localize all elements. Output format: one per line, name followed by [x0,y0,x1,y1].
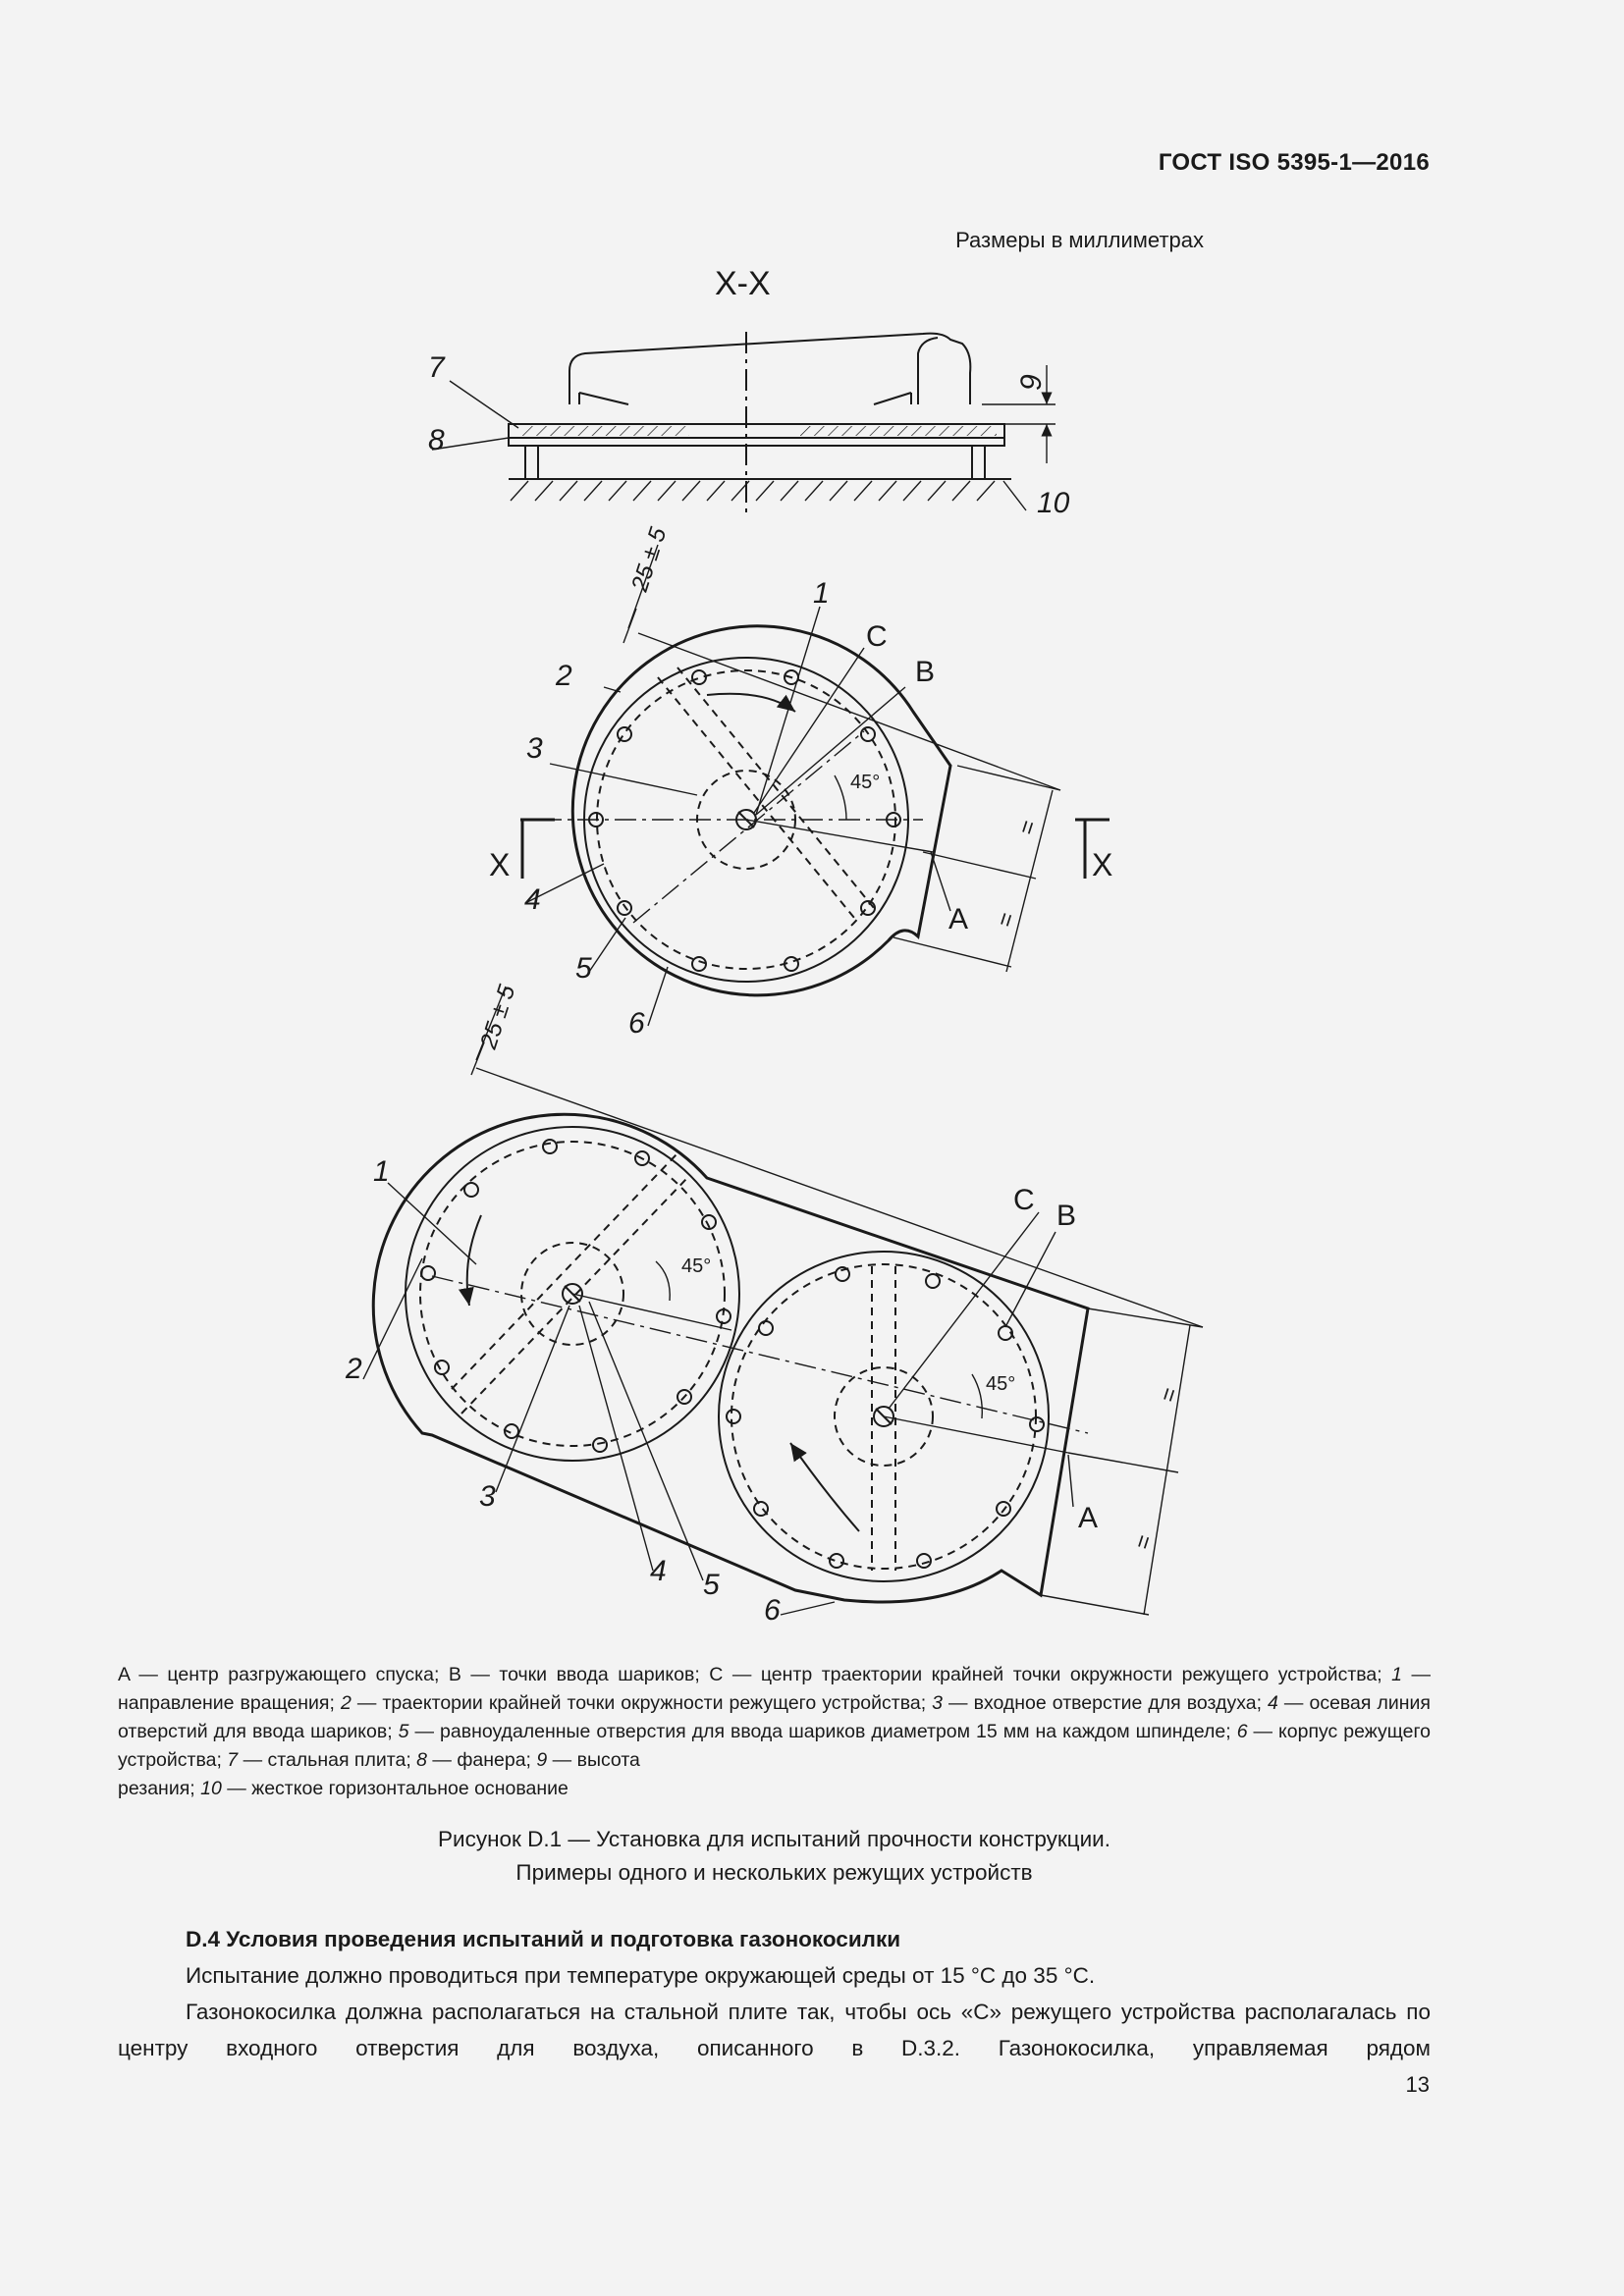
section-marker-left: X [489,847,511,882]
single-spacing: 25 ± 5 [626,524,673,595]
single-callout-6: 6 [628,1007,645,1040]
caption-line-2: Примеры одного и нескольких режущих устройств [515,1860,1033,1885]
figure-caption [118,1823,1431,1890]
legend-text-5: — равноудаленные отверстия для ввода шариков диаметром 15 мм на каждом шпинделе; [408,1721,1237,1742]
legend-num-10: 10 [200,1778,222,1799]
legend-text-10: — жесткое горизонтальное основание [221,1778,568,1799]
single-callout-1: 1 [813,577,830,610]
legend-num-1: 1 [1391,1664,1403,1685]
ball-holes [589,670,900,971]
figure-legend [118,1661,1431,1803]
legend-text-2: — траектории крайней точки окружности режущего устройства; [351,1692,933,1714]
multi-callout-3: 3 [479,1480,496,1513]
legend-last-line [118,1775,1431,1803]
legend-num-2: 2 [340,1692,352,1714]
single-label-a: A [948,903,969,935]
multi-angle-left: 45° [681,1255,712,1277]
legend-text-4: — осевая линия отверстий для ввода шариков; [118,1692,1431,1742]
paragraph-placement: Газонокосилка должна располагаться на стальной плите так, чтобы ось «С» режущего устройства располагалась по центру входного отверстия для воздуха, описанного в D.3.2. Газонокосилка, управляемая рядом [118,2000,1431,2060]
legend-text-7: — стальная плита; [238,1749,417,1771]
legend-text-8: — фанера; [427,1749,537,1771]
legend-text-6: — корпус режущего устройства; [118,1721,1431,1771]
callout-7: 7 [428,351,445,384]
section-heading: D.4 Условия проведения испытаний и подготовка газонокосилки [186,1927,901,1951]
standard-header: ГОСТ ISO 5395-1—2016 [1158,149,1430,176]
legend-text-3: — входное отверстие для воздуха; [943,1692,1269,1714]
section-d4 [118,1921,1431,2066]
multi-angle-right: 45° [986,1373,1016,1395]
caption-line-1: Рисунок D.1 — Установка для испытаний прочности конструкции. [438,1827,1110,1851]
section-marker-right: X [1092,847,1113,882]
page-number: 13 [1405,2072,1430,2097]
callout-9: 9 [1015,374,1048,391]
multi-label-a: A [1078,1502,1099,1534]
paragraph-temperature: Испытание должно проводиться при температуре окружающей среды от 15 °С до 35 °С. [186,1963,1096,1988]
section-view [428,265,1070,519]
single-equal-1: = [1013,817,1044,838]
legend-text-9b: резания; [118,1778,201,1799]
multi-callout-4: 4 [650,1555,667,1587]
multi-label-b: B [1056,1200,1077,1232]
legend-num-9: 9 [536,1749,548,1771]
multi-spacing: 25 ± 5 [475,982,521,1052]
single-callout-3: 3 [526,732,543,765]
legend-num-5: 5 [398,1721,409,1742]
legend-num-7: 7 [227,1749,239,1771]
legend-num-8: 8 [416,1749,428,1771]
single-callout-2: 2 [556,660,572,692]
legend-num-4: 4 [1268,1692,1278,1714]
single-callout-5: 5 [575,952,592,985]
single-label-b: B [915,656,936,688]
legend-num-3: 3 [932,1692,944,1714]
single-angle: 45° [850,772,881,793]
multi-device-view [345,982,1203,1627]
multi-callout-5: 5 [703,1569,720,1601]
multi-equal-2: = [1129,1531,1160,1553]
multi-callout-1: 1 [373,1155,390,1188]
legend-letters: A — центр разгружающего спуска; B — точки ввода шариков; C — центр траектории крайней точки окружности режущего устройства; [118,1664,1392,1685]
legend-text-9: — высота [547,1749,640,1771]
single-label-c: C [866,620,888,653]
single-equal-2: = [992,909,1022,931]
multi-callout-6: 6 [764,1594,781,1627]
legend-num-6: 6 [1236,1721,1248,1742]
multi-label-c: C [1013,1184,1035,1216]
single-device-view [489,524,1112,1040]
legend-text-1: — направление вращения; [118,1664,1432,1714]
multi-callout-2: 2 [346,1353,362,1385]
callout-8: 8 [428,424,445,456]
section-label: X-X [715,265,771,302]
single-callout-4: 4 [524,883,541,916]
multi-equal-1: = [1155,1384,1185,1406]
callout-10: 10 [1037,487,1070,519]
units-note: Размеры в миллиметрах [955,228,1204,252]
